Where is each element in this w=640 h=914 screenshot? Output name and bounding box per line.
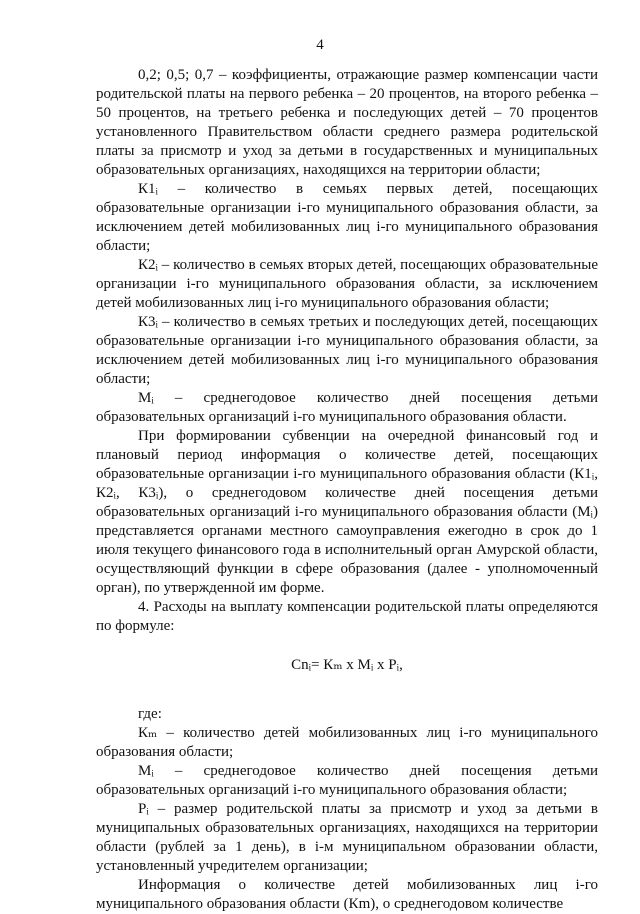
document-body	[96, 66, 598, 914]
where-label: где:	[138, 706, 162, 722]
paragraph-k2: К2ᵢ – количество в семьях вторых детей, посещающих образовательные организации i-го муниципального образования области, за исключением детей мобилизованных лиц i-го муниципального образования области;	[96, 257, 598, 311]
paragraph-k3: К3ᵢ – количество в семьях третьих и последующих детей, посещающих образовательные организации i-го муниципального образования области, за исключением детей мобилизованных лиц i-го муниципального образования области;	[96, 314, 598, 387]
paragraph-item-4: 4. Расходы на выплату компенсации родительской платы определяются по формуле:	[96, 599, 598, 634]
definition-km: Кₘ – количество детей мобилизованных лиц i-го муниципального образования области;	[96, 725, 598, 760]
definition-p: Рᵢ – размер родительской платы за присмотр и уход за детьми в муниципальных образовательных организациях, находящихся на территории области (рублей за 1 день), в i-м муниципальном образовании области, установленный учредителем организации;	[96, 801, 598, 874]
paragraph-coefficients: 0,2; 0,5; 0,7 – коэффициенты, отражающие размер компенсации части родительской платы на первого ребенка – 20 процентов, на второго ребенка – 50 процентов, на третьего ребенка и последующих детей – 70 процентов установленного Правительством области среднего размера родительской платы за присмотр и уход за детьми в государственных и муниципальных образовательных организациях, находящихся на территории области;	[96, 67, 598, 178]
paragraph-subvention: При формировании субвенции на очередной финансовый год и плановый период информация о количестве детей, посещающих образовательные организации i-го муниципального образования области (К1ᵢ, К2ᵢ, К3ᵢ), о среднегодовом количестве дней посещения детьми образовательных организаций i-го муниципального образования области (Мᵢ) представляется органами местного самоуправления ежегодно в срок до 1 июля текущего финансового года в исполнительный орган Амурской области, осуществляющий функции в сфере образования (далее - уполномоченный орган), по утвержденной им форме.	[96, 428, 598, 596]
page-number: 4	[316, 37, 324, 53]
definition-m: Мᵢ – среднегодовое количество дней посещения детьми образовательных организаций i-го муниципального образования области;	[96, 763, 598, 798]
paragraph-information: Информация о количестве детей мобилизованных лиц i-го муниципального образования области (Кm), о среднегодовом количестве	[96, 877, 598, 912]
paragraph-k1: К1ᵢ – количество в семьях первых детей, посещающих образовательные организации i-го муниципального образования области, за исключением детей мобилизованных лиц i-го муниципального образования области;	[96, 181, 598, 254]
paragraph-m: Мᵢ – среднегодовое количество дней посещения детьми образовательных организаций i-го муниципального образования области.	[96, 390, 598, 425]
formula: Сnᵢ= Кₘ x Мᵢ x Рᵢ,	[291, 657, 403, 673]
